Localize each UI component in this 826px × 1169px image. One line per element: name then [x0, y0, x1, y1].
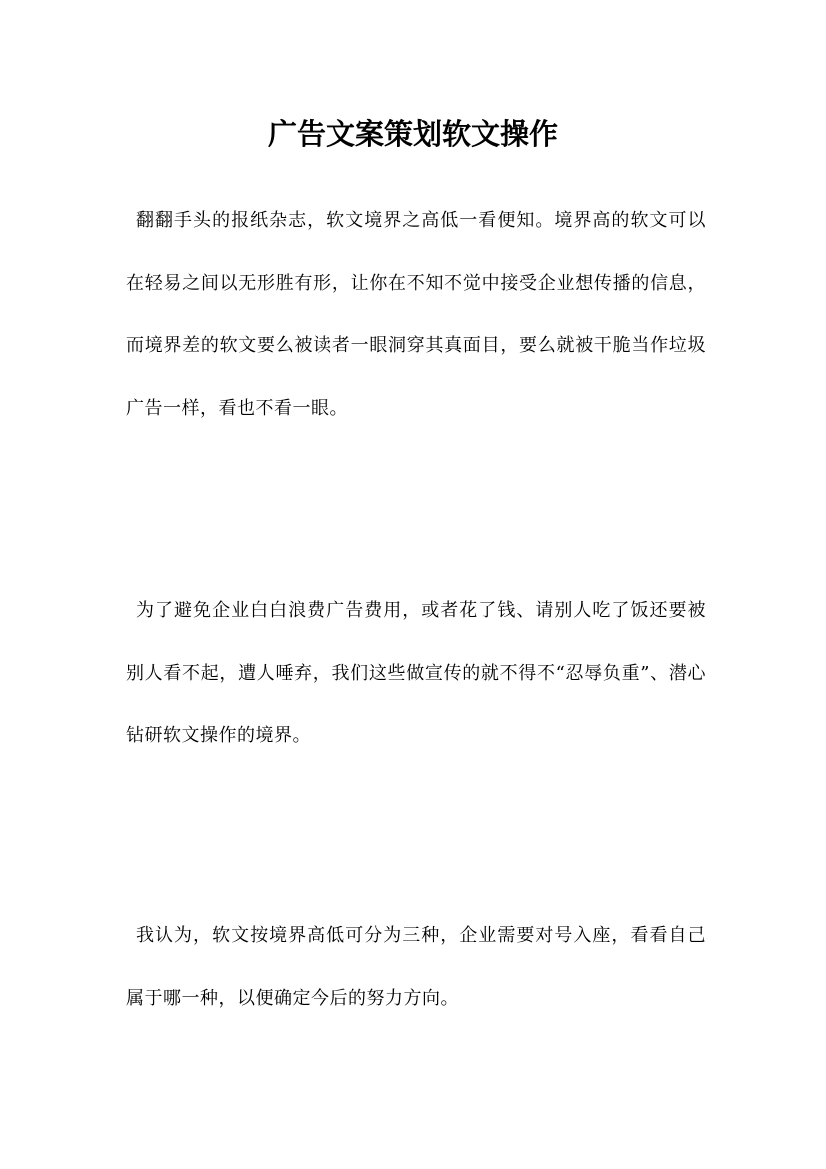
paragraph-2: 为了避免企业白白浪费广告费用，或者花了钱、请别人吃了饭还要被别人看不起，遭人唾弃，我们这些做宣传的就不得不“忍辱负重”、潜心钻研软文操作的境界。	[126, 600, 706, 746]
paragraph-3: 我认为，软文按境界高低可分为三种，企业需要对号入座，看看自己属于哪一种，以便确定今后的努力方向。	[126, 925, 706, 1009]
paragraph-1: 翻翻手头的报纸杂志，软文境界之高低一看便知。境界高的软文可以在轻易之间以无形胜有形，让你在不知不觉中接受企业想传播的信息，而境界差的软文要么被读者一眼洞穿其真面目，要么就被干脆当作垃圾广告一样，看也不看一眼。	[126, 210, 706, 419]
document-title: 广告文案策划软文操作	[267, 117, 558, 151]
